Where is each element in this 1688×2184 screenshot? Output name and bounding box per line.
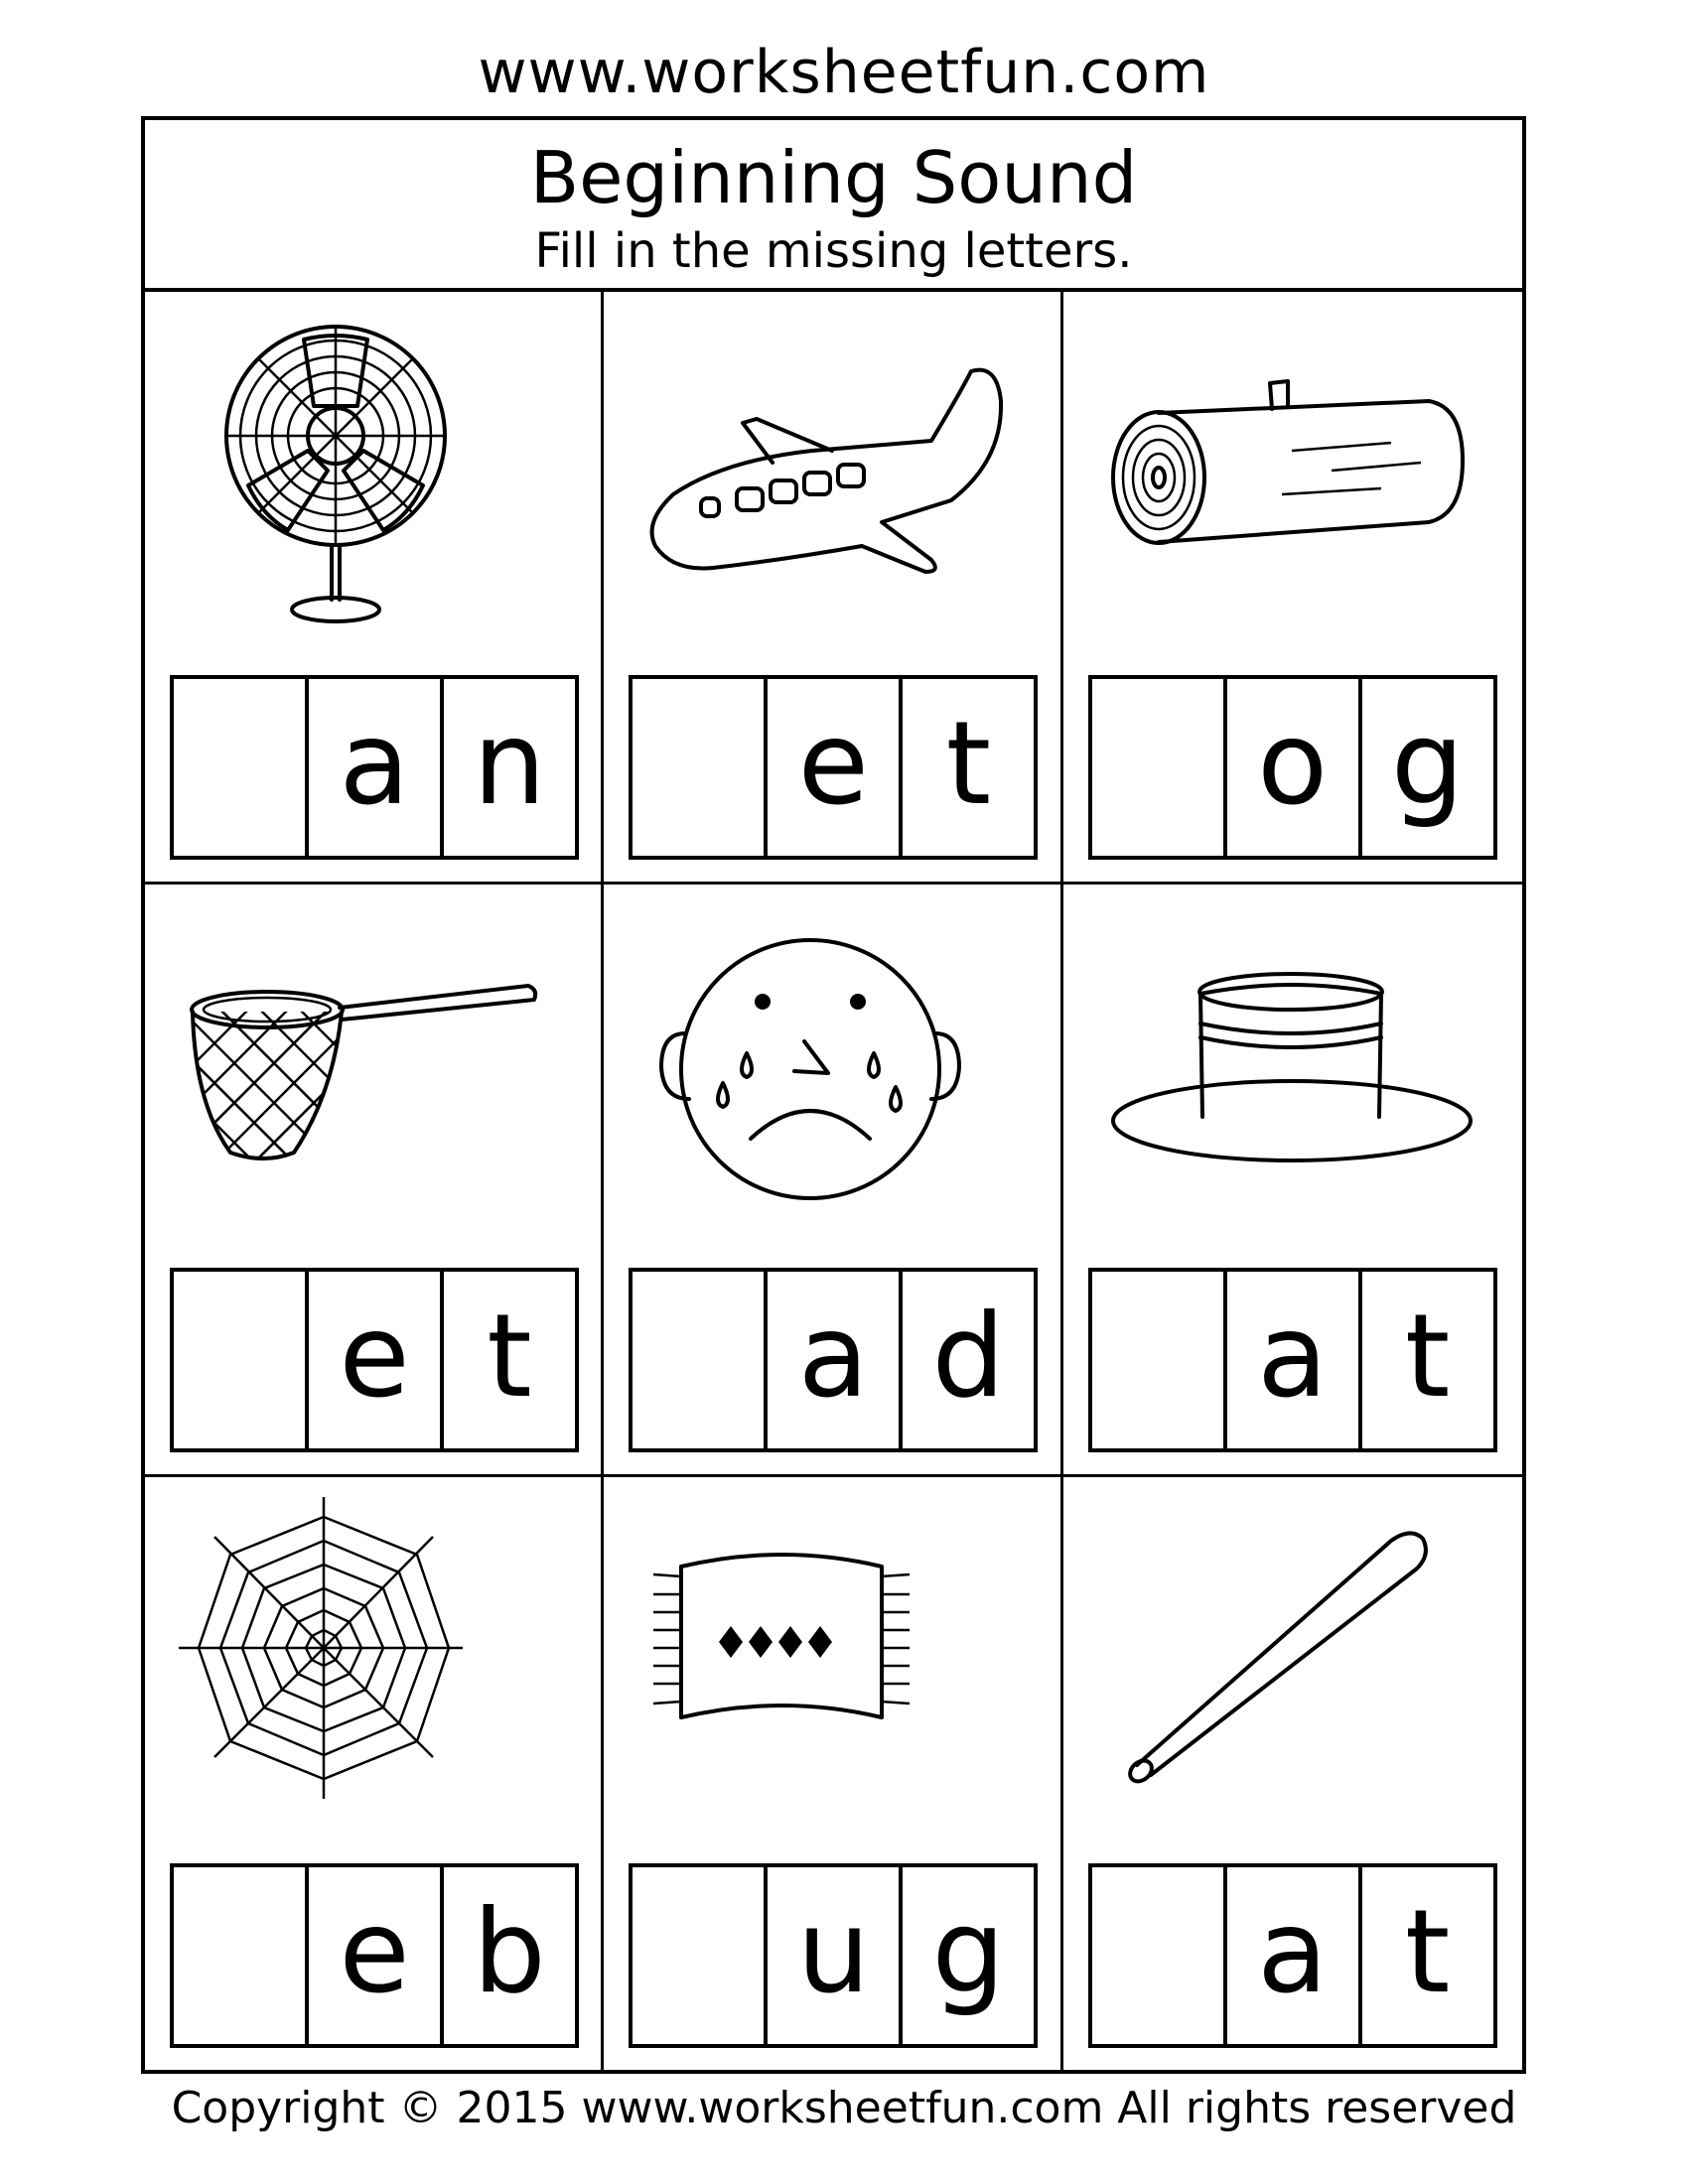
airplane-icon — [633, 312, 1031, 629]
letter-boxes — [170, 1268, 579, 1452]
exercise-cell — [604, 885, 1062, 1477]
worksheet-instructions: Fill in the missing letters. — [534, 223, 1133, 279]
letter-box: o — [1227, 679, 1362, 856]
sad-face-icon — [633, 904, 1031, 1222]
site-url: www.worksheetfun.com — [478, 38, 1210, 107]
bat-icon — [1093, 1497, 1490, 1815]
missing-letter-box[interactable] — [1092, 1272, 1227, 1448]
missing-letter-box[interactable] — [1092, 679, 1227, 856]
log-icon — [1093, 312, 1490, 629]
letter-box: n — [473, 697, 546, 831]
exercise-cell — [604, 1477, 1062, 2070]
letter-boxes — [629, 1268, 1038, 1452]
letter-box: g — [1390, 697, 1465, 831]
hat-icon — [1093, 904, 1490, 1222]
missing-letter-box[interactable] — [633, 679, 768, 856]
missing-letter-box[interactable] — [174, 1867, 309, 2044]
exercise-cell — [1063, 292, 1522, 885]
exercise-grid — [145, 292, 1522, 2070]
letter-boxes — [170, 1863, 579, 2048]
worksheet — [141, 116, 1526, 2074]
exercise-cell — [145, 885, 604, 1477]
missing-letter-box[interactable] — [1092, 1867, 1227, 2044]
worksheet-header — [145, 120, 1522, 292]
spider-web-icon — [175, 1497, 572, 1815]
exercise-cell — [604, 292, 1062, 885]
letter-box: t — [1404, 1290, 1451, 1424]
exercise-cell — [1063, 1477, 1522, 2070]
missing-letter-box[interactable] — [174, 1272, 309, 1448]
fan-icon — [175, 312, 572, 629]
rug-icon — [633, 1497, 1031, 1815]
letter-box: t — [1404, 1885, 1451, 2019]
letter-box: e — [309, 1867, 444, 2044]
letter-box: b — [473, 1885, 546, 2019]
exercise-cell — [145, 292, 604, 885]
exercise-cell — [1063, 885, 1522, 1477]
letter-box: a — [1227, 1867, 1362, 2044]
letter-boxes — [629, 675, 1038, 860]
letter-boxes — [1088, 1268, 1497, 1452]
missing-letter-box[interactable] — [633, 1272, 768, 1448]
letter-box: u — [768, 1867, 903, 2044]
missing-letter-box[interactable] — [174, 679, 309, 856]
letter-boxes — [170, 675, 579, 860]
letter-box: t — [487, 1290, 532, 1424]
letter-boxes — [629, 1863, 1038, 2048]
letter-box: g — [931, 1885, 1006, 2019]
letter-box: e — [309, 1272, 444, 1448]
exercise-cell — [145, 1477, 604, 2070]
letter-box: a — [1227, 1272, 1362, 1448]
worksheet-title: Beginning Sound — [529, 136, 1138, 219]
letter-box: d — [931, 1290, 1006, 1424]
letter-box: t — [945, 697, 992, 831]
letter-box: a — [309, 679, 444, 856]
letter-box: e — [768, 679, 903, 856]
missing-letter-box[interactable] — [633, 1867, 768, 2044]
fishing-net-icon — [175, 904, 572, 1222]
letter-box: a — [768, 1272, 903, 1448]
letter-boxes — [1088, 1863, 1497, 2048]
letter-boxes — [1088, 675, 1497, 860]
copyright-footer: Copyright © 2015 www.worksheetfun.com All rights reserved — [171, 2083, 1517, 2133]
